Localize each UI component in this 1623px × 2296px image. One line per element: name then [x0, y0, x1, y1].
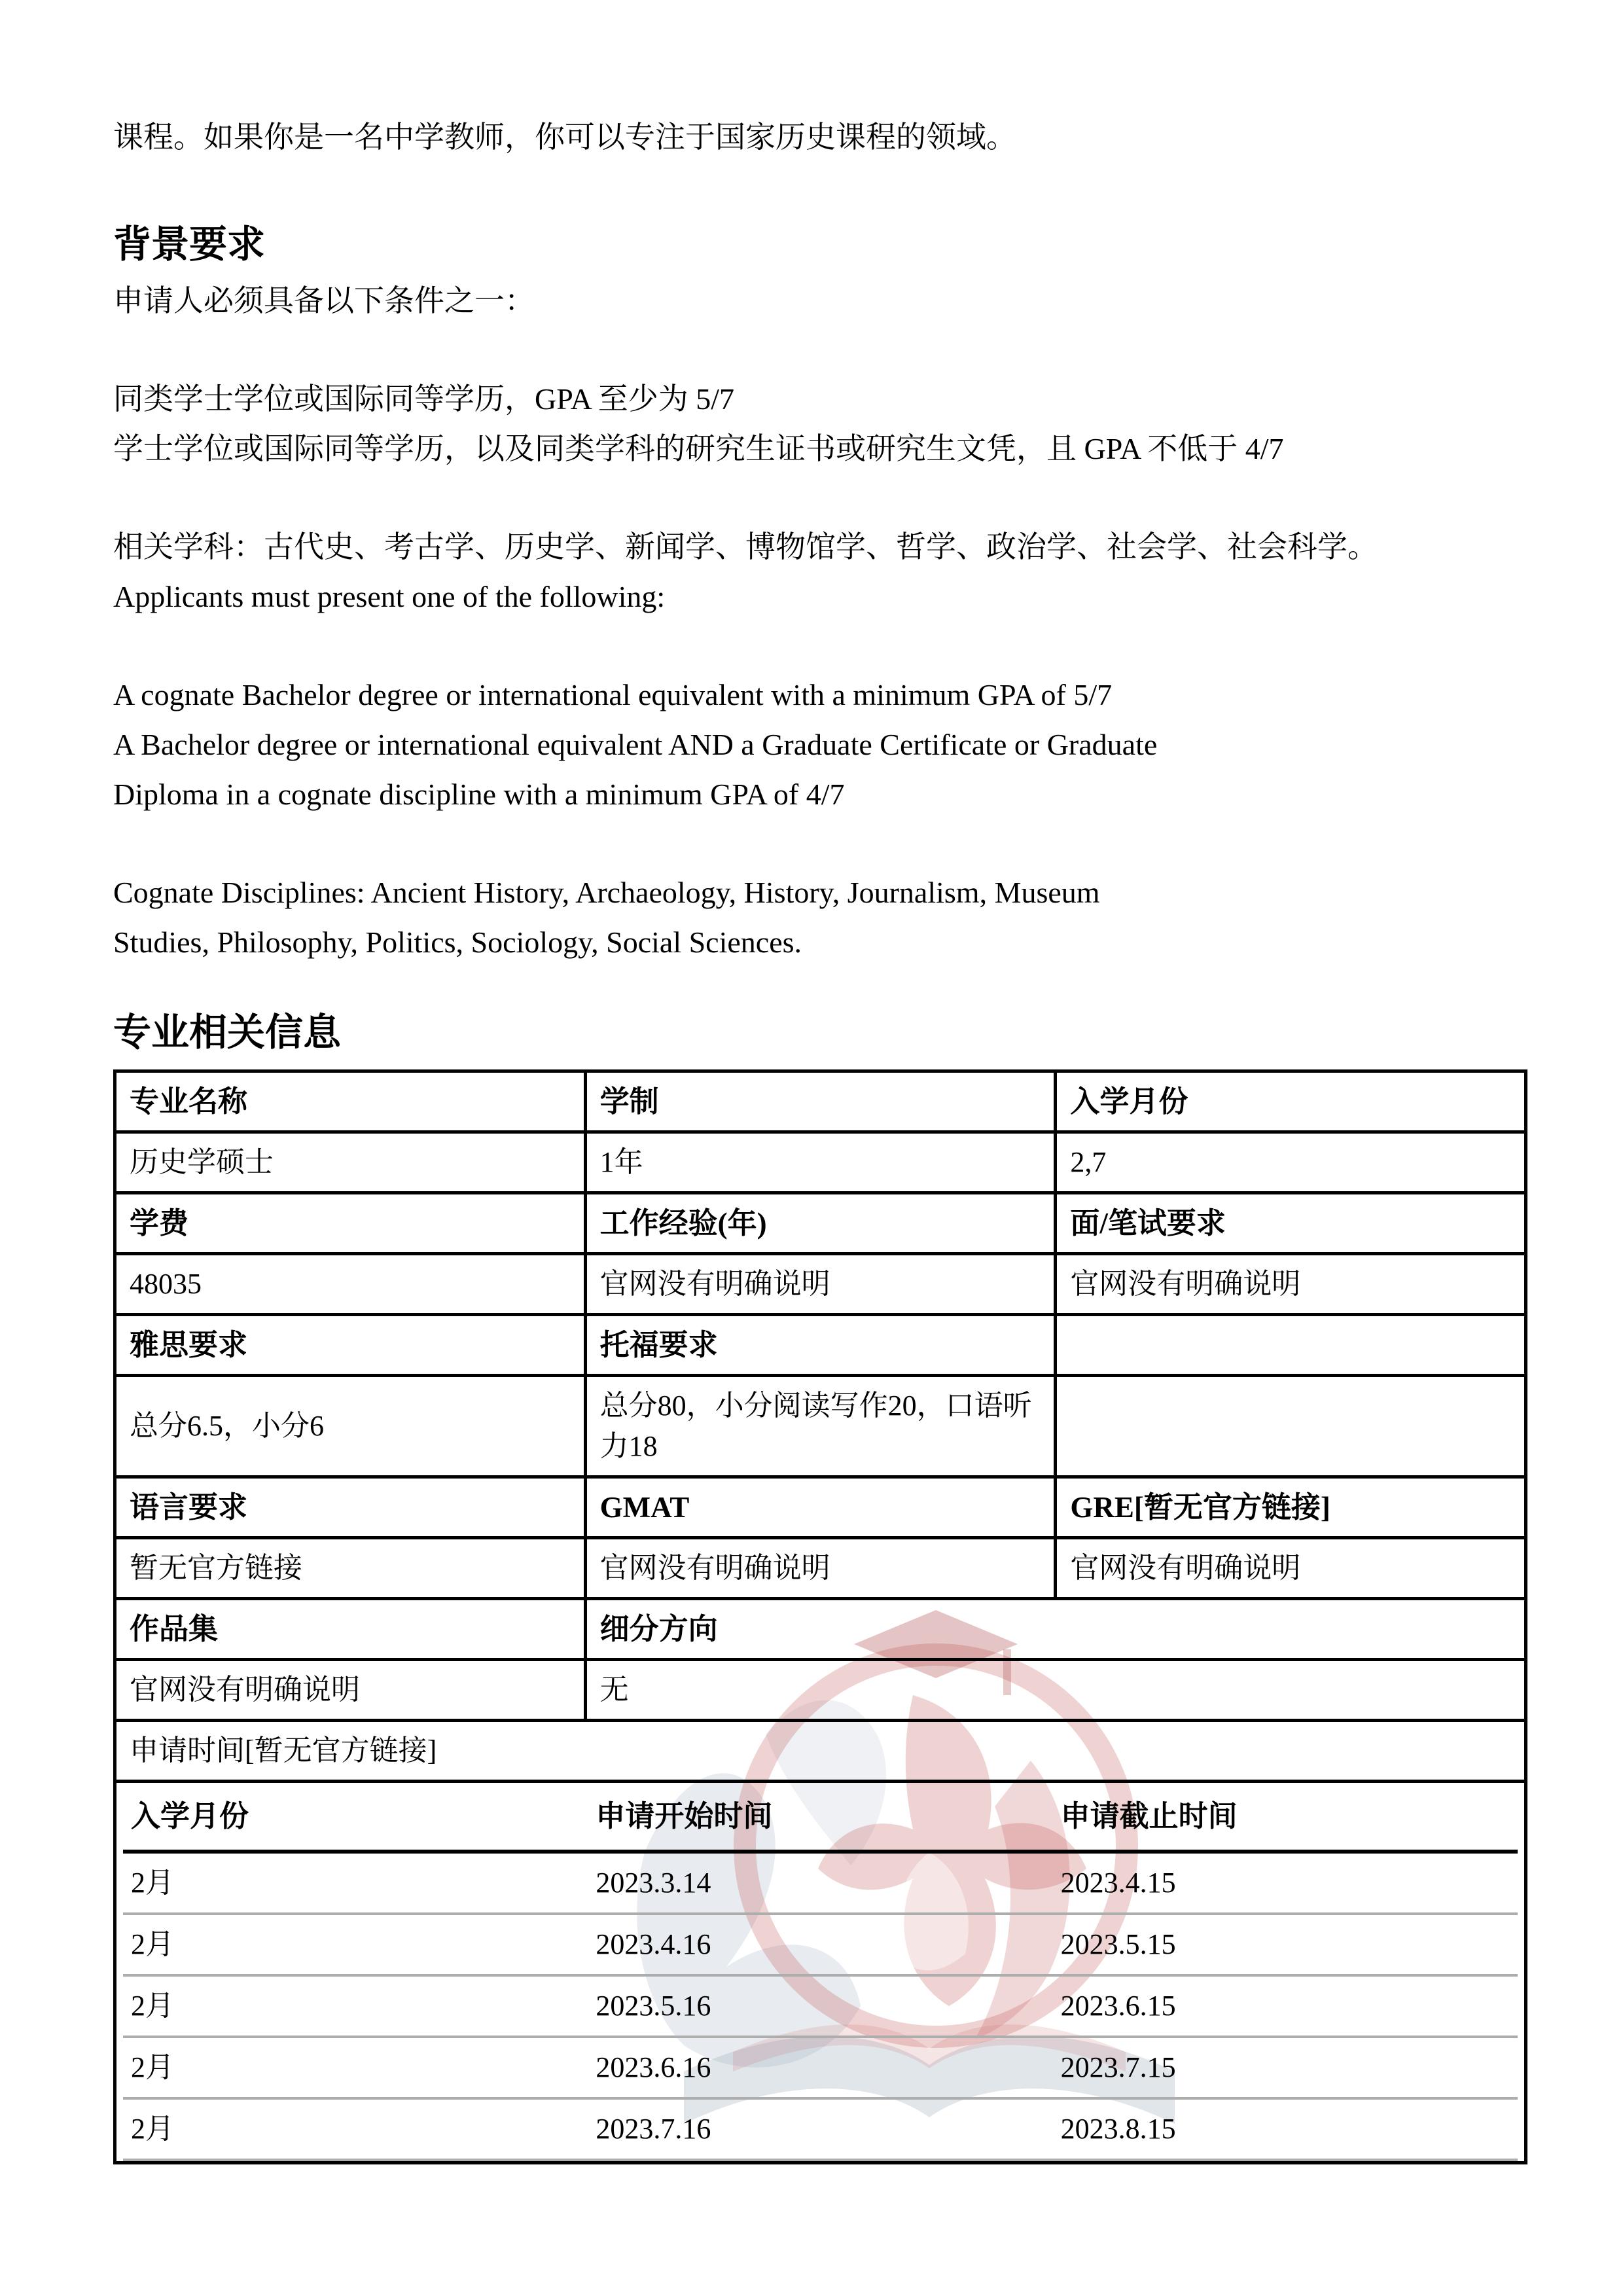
apps-value-cell: 2023.4.15: [1053, 1852, 1518, 1914]
info-value-cell: 官网没有明确说明: [585, 1538, 1056, 1599]
section-heading-program-info: 专业相关信息: [113, 1011, 342, 1054]
apps-header-cell: 申请开始时间: [588, 1783, 1052, 1852]
requirement-en-line: A Bachelor degree or international equivalent AND a Graduate Certificate or Graduate: [113, 728, 1158, 761]
table-row: [115, 1660, 1526, 1721]
apps-value-cell: 2023.5.16: [588, 1975, 1052, 2037]
application-time-cell: 申请时间[暂无官方链接]: [115, 1721, 1526, 1782]
info-header-cell: 作品集: [115, 1599, 586, 1660]
info-value-cell: [1056, 1376, 1526, 1477]
apps-value-cell: 2月: [123, 1975, 588, 2037]
requirement-zh-line: 学士学位或国际同等学历，以及同类学科的研究生证书或研究生文凭，且 GPA 不低于 4/7: [113, 432, 1284, 465]
info-value-cell: 2,7: [1056, 1132, 1526, 1193]
apps-value-cell: 2023.5.15: [1053, 1914, 1518, 1975]
table-row: [123, 1783, 1518, 1852]
conditions-intro: 申请人必须具备以下条件之一：: [113, 284, 535, 317]
info-header-cell: 学制: [585, 1071, 1056, 1132]
table-row: [115, 1376, 1526, 1477]
apps-value-cell: 2023.8.15: [1053, 2098, 1518, 2160]
info-header-cell: [1056, 1315, 1526, 1376]
application-dates-container: [115, 1782, 1526, 2163]
apps-value-cell: 2月: [123, 1914, 588, 1975]
table-row: [123, 1852, 1518, 1914]
apps-value-cell: 2023.3.14: [588, 1852, 1052, 1914]
table-row: [115, 1132, 1526, 1193]
apps-value-cell: 2023.6.16: [588, 2037, 1052, 2098]
table-row: [115, 1477, 1526, 1538]
requirement-zh-line: 同类学士学位或国际同等学历，GPA 至少为 5/7: [113, 382, 735, 416]
info-value-cell: 总分6.5，小分6: [115, 1376, 586, 1477]
table-row: [123, 1914, 1518, 1975]
info-value-cell: 总分80，小分阅读写作20，口语听力18: [585, 1376, 1056, 1477]
info-header-cell: 细分方向: [585, 1599, 1525, 1660]
apps-value-cell: 2023.7.16: [588, 2098, 1052, 2160]
info-value-cell: 48035: [115, 1254, 586, 1315]
info-header-cell: 面/笔试要求: [1056, 1193, 1526, 1254]
requirements-intro-en: Applicants must present one of the following:: [113, 580, 666, 613]
info-value-cell: 官网没有明确说明: [1056, 1538, 1526, 1599]
cognate-disciplines-en: Studies, Philosophy, Politics, Sociology, Social Sciences.: [113, 925, 802, 959]
info-header-cell: 入学月份: [1056, 1071, 1526, 1132]
blank-line: [113, 326, 1527, 374]
info-header-cell: 学费: [115, 1193, 586, 1254]
apps-value-cell: 2月: [123, 2037, 588, 2098]
apps-value-cell: 2月: [123, 1852, 588, 1914]
info-header-cell: GRE[暂无官方链接]: [1056, 1477, 1526, 1538]
requirement-en-line: A cognate Bachelor degree or international equivalent with a minimum GPA of 5/7: [113, 678, 1113, 711]
requirement-en-line: Diploma in a cognate discipline with a minimum GPA of 4/7: [113, 778, 845, 811]
application-dates-table: [123, 1783, 1518, 2161]
table-row: [115, 1315, 1526, 1376]
info-header-cell: 工作经验(年): [585, 1193, 1056, 1254]
info-value-cell: 官网没有明确说明: [585, 1254, 1056, 1315]
info-value-cell: 官网没有明确说明: [115, 1660, 586, 1721]
table-row: [115, 1782, 1526, 2163]
info-header-cell: GMAT: [585, 1477, 1056, 1538]
table-row: [123, 2098, 1518, 2160]
apps-value-cell: 2023.6.15: [1053, 1975, 1518, 2037]
info-header-cell: 托福要求: [585, 1315, 1056, 1376]
info-value-cell: 官网没有明确说明: [1056, 1254, 1526, 1315]
cognate-disciplines-zh: 相关学科：古代史、考古学、历史学、新闻学、博物馆学、哲学、政治学、社会学、社会科学。: [113, 530, 1378, 564]
table-row: [115, 1721, 1526, 1782]
info-header-cell: 专业名称: [115, 1071, 586, 1132]
section-heading-background: 背景要求: [113, 223, 266, 266]
table-row: [115, 1193, 1526, 1254]
blank-line: [113, 819, 1527, 868]
table-row: [115, 1599, 1526, 1660]
apps-header-cell: 申请截止时间: [1053, 1783, 1518, 1852]
apps-value-cell: 2023.4.16: [588, 1914, 1052, 1975]
info-value-cell: 暂无官方链接: [115, 1538, 586, 1599]
info-header-cell: 语言要求: [115, 1477, 586, 1538]
cognate-disciplines-en: Cognate Disciplines: Ancient History, Archaeology, History, Journalism, Museum: [113, 876, 1100, 909]
program-info-table: [113, 1069, 1527, 2164]
table-row: [115, 1538, 1526, 1599]
intro-paragraph: 课程。如果你是一名中学教师，你可以专注于国家历史课程的领域。: [113, 120, 1016, 154]
apps-value-cell: 2月: [123, 2098, 588, 2160]
info-header-cell: 雅思要求: [115, 1315, 586, 1376]
apps-value-cell: 2023.7.15: [1053, 2037, 1518, 2098]
blank-line: [113, 622, 1527, 670]
info-value-cell: 历史学硕士: [115, 1132, 586, 1193]
table-row: [123, 2037, 1518, 2098]
table-row: [123, 1975, 1518, 2037]
blank-line: [113, 474, 1527, 522]
table-row: [115, 1071, 1526, 1132]
info-value-cell: 1年: [585, 1132, 1056, 1193]
apps-header-cell: 入学月份: [123, 1783, 588, 1852]
info-value-cell: 无: [585, 1660, 1525, 1721]
table-row: [115, 1254, 1526, 1315]
